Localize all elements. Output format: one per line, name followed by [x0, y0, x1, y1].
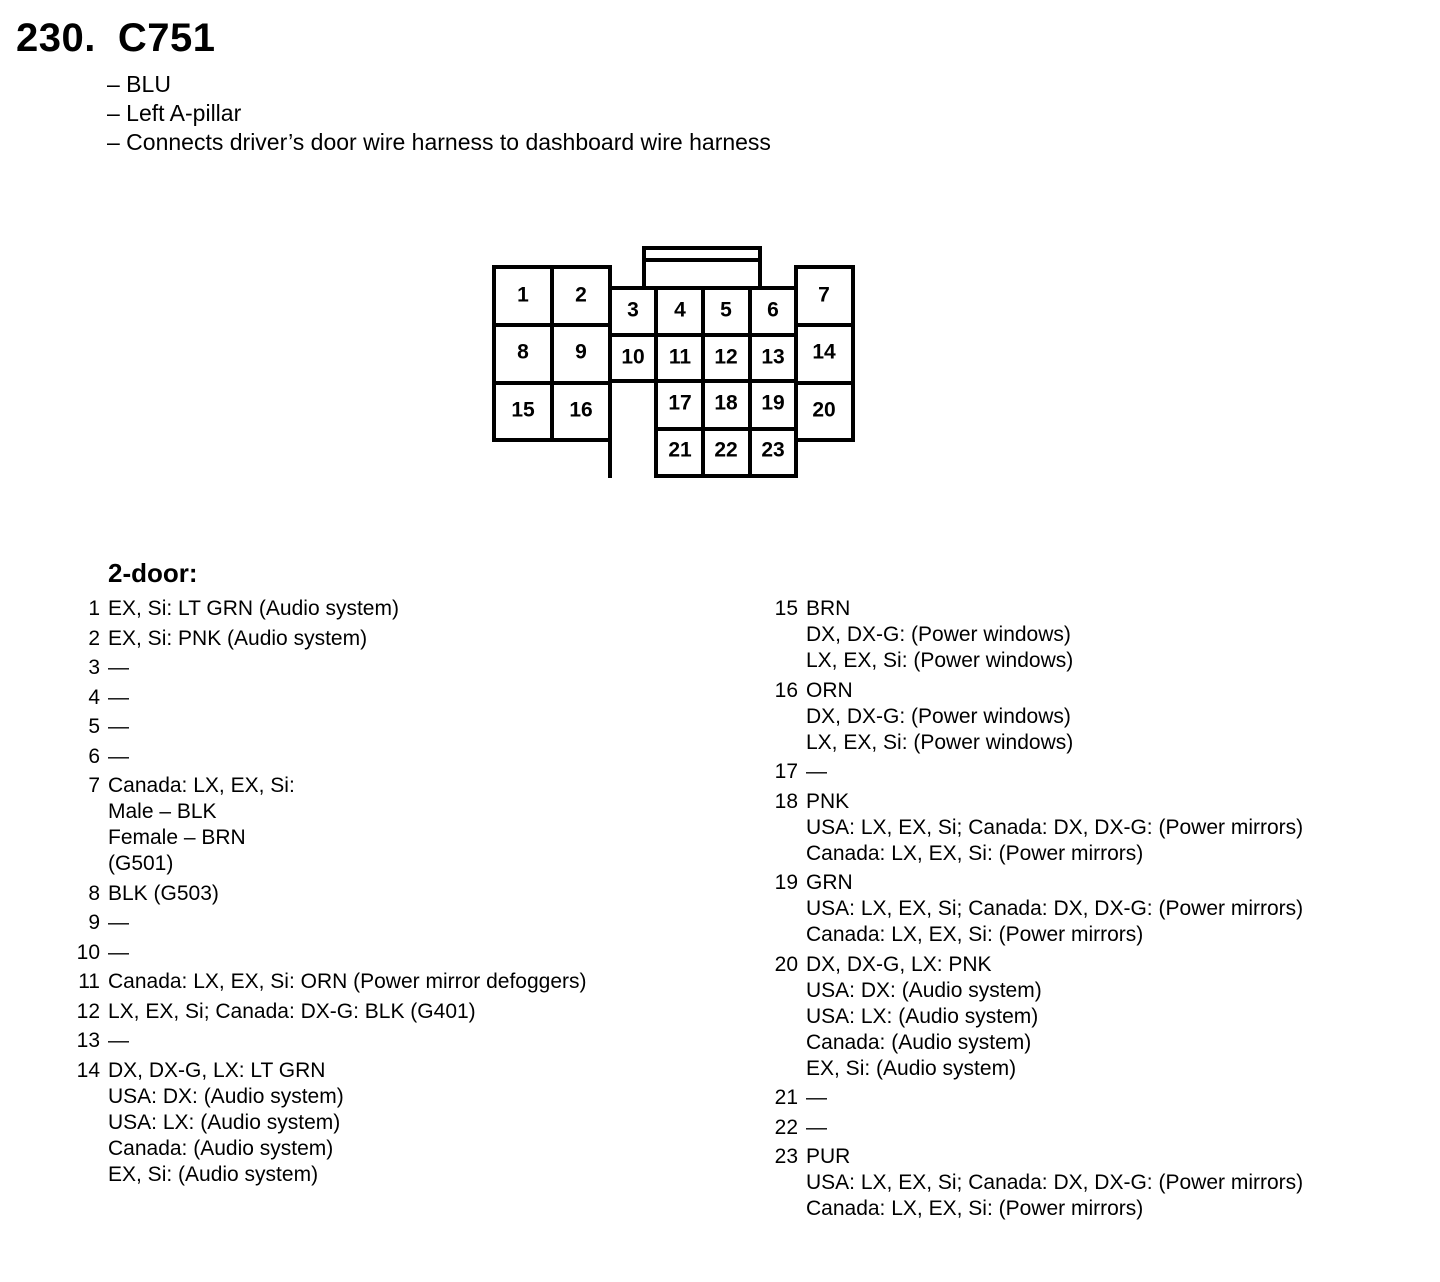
pin-row: [760, 1085, 1303, 1111]
pin-description-line: USA: LX, EX, Si; Canada: DX, DX-G: (Power mirrors): [806, 897, 1304, 920]
pin-description: [806, 1144, 1303, 1222]
pin-row: [62, 744, 587, 770]
cavity-label: 23: [761, 438, 785, 462]
pin-description: [108, 1028, 129, 1054]
connector-description: [107, 70, 771, 157]
pin-description: [108, 626, 367, 652]
locking-tab: [644, 248, 760, 288]
pin-number: 7: [88, 774, 100, 797]
pin-description: [806, 870, 1303, 948]
cavity-label: 16: [569, 398, 593, 422]
pin-description-line: USA: LX: (Audio system): [806, 1004, 1039, 1028]
cavity-label: 4: [674, 298, 686, 322]
pin-number: 15: [774, 597, 798, 620]
description-connects: – Connects driver’s door wire harness to dashboard wire harness: [107, 129, 771, 155]
cavity-label: 19: [761, 391, 785, 415]
pin-row: [62, 999, 587, 1025]
pin-description: [806, 596, 1073, 674]
pin-description: [806, 789, 1303, 867]
pin-description-line: Canada: (Audio system): [108, 1136, 334, 1160]
pin-description-line: Canada: (Audio system): [806, 1030, 1032, 1054]
pin-number: 11: [78, 970, 100, 993]
pin-number: 16: [774, 678, 798, 702]
pin-description: [806, 1115, 827, 1141]
pin-description-line: DX, DX-G, LX: PNK: [806, 952, 992, 976]
pin-number: 13: [76, 1029, 100, 1052]
pin-row: [760, 759, 1303, 785]
pin-row: [62, 1028, 587, 1054]
pin-description-line: EX, Si: (Audio system): [806, 1056, 1017, 1080]
pin-number: 20: [774, 952, 798, 976]
pin-description-line: —: [108, 685, 129, 709]
pin-description: [108, 685, 129, 711]
cavity-label: 13: [761, 345, 785, 369]
pin-number: 2: [88, 626, 100, 650]
cavity-label: 5: [720, 298, 732, 322]
pin-description-line: LX, EX, Si: (Power windows): [806, 730, 1074, 754]
pin-description-line: USA: LX, EX, Si; Canada: DX, DX-G: (Power mirrors): [806, 815, 1304, 839]
section-title: 2-door:: [108, 558, 198, 588]
cavity-label: 8: [517, 340, 529, 364]
pin-number: 9: [88, 911, 100, 934]
pin-row: [62, 969, 587, 995]
pin-description-line: LX, EX, Si; Canada: DX-G: BLK (G401): [108, 999, 476, 1023]
pin-description-line: USA: LX, EX, Si; Canada: DX, DX-G: (Power mirrors): [806, 1171, 1304, 1194]
pin-description-line: —: [108, 911, 129, 934]
cavity-label: 18: [714, 391, 738, 415]
pin-description: [806, 759, 827, 785]
pin-description-line: USA: LX: (Audio system): [108, 1110, 341, 1134]
pin-description-line: Canada: LX, EX, Si: (Power mirrors): [806, 841, 1144, 865]
pin-description: [806, 1085, 827, 1111]
pin-description-line: —: [108, 744, 129, 768]
pin-description-line: —: [806, 760, 827, 783]
pin-description-line: Canada: LX, EX, Si: (Power mirrors): [806, 1197, 1144, 1220]
pin-description: [108, 714, 129, 740]
pin-number: 23: [774, 1145, 798, 1168]
pin-description-line: DX, DX-G: (Power windows): [806, 623, 1071, 646]
pin-description-line: EX, Si: PNK (Audio system): [108, 626, 368, 650]
cavity-label: 3: [627, 298, 639, 322]
pin-description-line: Canada: LX, EX, Si: ORN (Power mirror defoggers): [108, 970, 587, 993]
pin-description-line: —: [806, 1115, 827, 1139]
page-title: [16, 16, 215, 61]
pin-description-line: (G501): [108, 852, 174, 875]
pin-description: [108, 910, 129, 936]
cavity-label: 17: [668, 391, 692, 415]
connector-id: C751: [117, 16, 216, 60]
pin-description-line: BRN: [806, 597, 851, 620]
pin-number: 22: [774, 1115, 798, 1139]
pin-number: 1: [88, 597, 100, 620]
cavity-label: 14: [812, 340, 836, 364]
cavity-label: 2: [575, 283, 587, 307]
pin-description: [108, 881, 219, 907]
pin-description: [108, 969, 587, 995]
connector-face-diagram: [490, 242, 860, 482]
pin-description-line: USA: DX: (Audio system): [108, 1084, 344, 1108]
pin-row: [760, 1144, 1303, 1222]
pin-description-line: —: [108, 715, 129, 738]
pin-row: [760, 952, 1303, 1082]
pin-row: [62, 773, 587, 877]
pin-number: 14: [76, 1058, 100, 1082]
pin-row: [62, 655, 587, 681]
pin-description-line: —: [806, 1086, 827, 1109]
pin-description: [108, 773, 295, 877]
cavity-label: 7: [818, 283, 830, 307]
pin-number: 18: [774, 789, 798, 813]
pin-description: [108, 655, 129, 681]
pin-description-line: LX, EX, Si: (Power windows): [806, 649, 1074, 672]
pin-description: [108, 596, 399, 622]
pin-description-line: Canada: LX, EX, Si: (Power mirrors): [806, 923, 1144, 946]
cavity-label: 21: [668, 438, 692, 462]
pin-number: 8: [88, 881, 100, 905]
pin-number: 21: [774, 1086, 798, 1109]
pin-description: [108, 999, 476, 1025]
pin-row: [760, 596, 1303, 674]
pin-description: [806, 678, 1073, 756]
description-color: – BLU: [107, 71, 171, 97]
pin-number: 12: [76, 999, 100, 1023]
pin-description-line: GRN: [806, 871, 853, 894]
pin-number: 3: [88, 656, 100, 679]
pin-row: [760, 789, 1303, 867]
pin-description-line: EX, Si: (Audio system): [108, 1162, 319, 1186]
diagram-number: 230.: [16, 16, 96, 60]
pin-row: [62, 626, 587, 652]
pin-row: [62, 685, 587, 711]
pin-number: 10: [76, 940, 100, 964]
pin-list-left: [62, 596, 587, 1191]
pin-description-line: PNK: [806, 789, 850, 813]
cavity-label: 15: [511, 398, 535, 422]
pin-description-line: Canada: LX, EX, Si:: [108, 774, 295, 797]
pin-number: 17: [774, 760, 798, 783]
pin-description-line: PUR: [806, 1145, 851, 1168]
pin-row: [62, 1058, 587, 1188]
pin-description-line: —: [108, 940, 129, 964]
pin-row: [760, 1115, 1303, 1141]
pin-description-line: —: [108, 1029, 129, 1052]
pin-description: [806, 952, 1042, 1082]
pin-number: 5: [88, 715, 100, 738]
pin-description-line: Male – BLK: [108, 800, 217, 823]
pin-row: [62, 714, 587, 740]
cavity-label: 11: [668, 345, 692, 369]
pin-description-line: BLK (G503): [108, 881, 219, 905]
pin-row: [760, 870, 1303, 948]
cavity-label: 22: [714, 438, 738, 462]
pin-description-line: —: [108, 656, 129, 679]
pin-description-line: DX, DX-G: (Power windows): [806, 704, 1071, 728]
pin-description-line: ORN: [806, 678, 853, 702]
pin-number: 4: [88, 685, 100, 709]
pin-description-line: USA: DX: (Audio system): [806, 978, 1042, 1002]
pin-description: [108, 744, 129, 770]
pin-row: [62, 910, 587, 936]
cavity-label: 9: [575, 340, 587, 364]
cavity-label: 1: [517, 283, 529, 307]
description-location: – Left A-pillar: [107, 100, 242, 126]
cavity-label: 6: [767, 298, 779, 322]
pin-row: [62, 940, 587, 966]
pin-number: 6: [88, 744, 100, 768]
pin-number: 19: [774, 871, 798, 894]
pin-description: [108, 1058, 344, 1188]
pin-row: [62, 596, 587, 622]
cavity-label: 20: [812, 398, 836, 422]
pin-list-right: [760, 596, 1303, 1226]
pin-description-line: EX, Si: LT GRN (Audio system): [108, 597, 399, 620]
pin-row: [760, 678, 1303, 756]
pin-row: [62, 881, 587, 907]
pin-description: [108, 940, 129, 966]
pin-description-line: Female – BRN: [108, 826, 246, 849]
cavity-label: 10: [621, 345, 645, 369]
pin-description-line: DX, DX-G, LX: LT GRN: [108, 1058, 326, 1082]
cavity-label: 12: [714, 345, 738, 369]
